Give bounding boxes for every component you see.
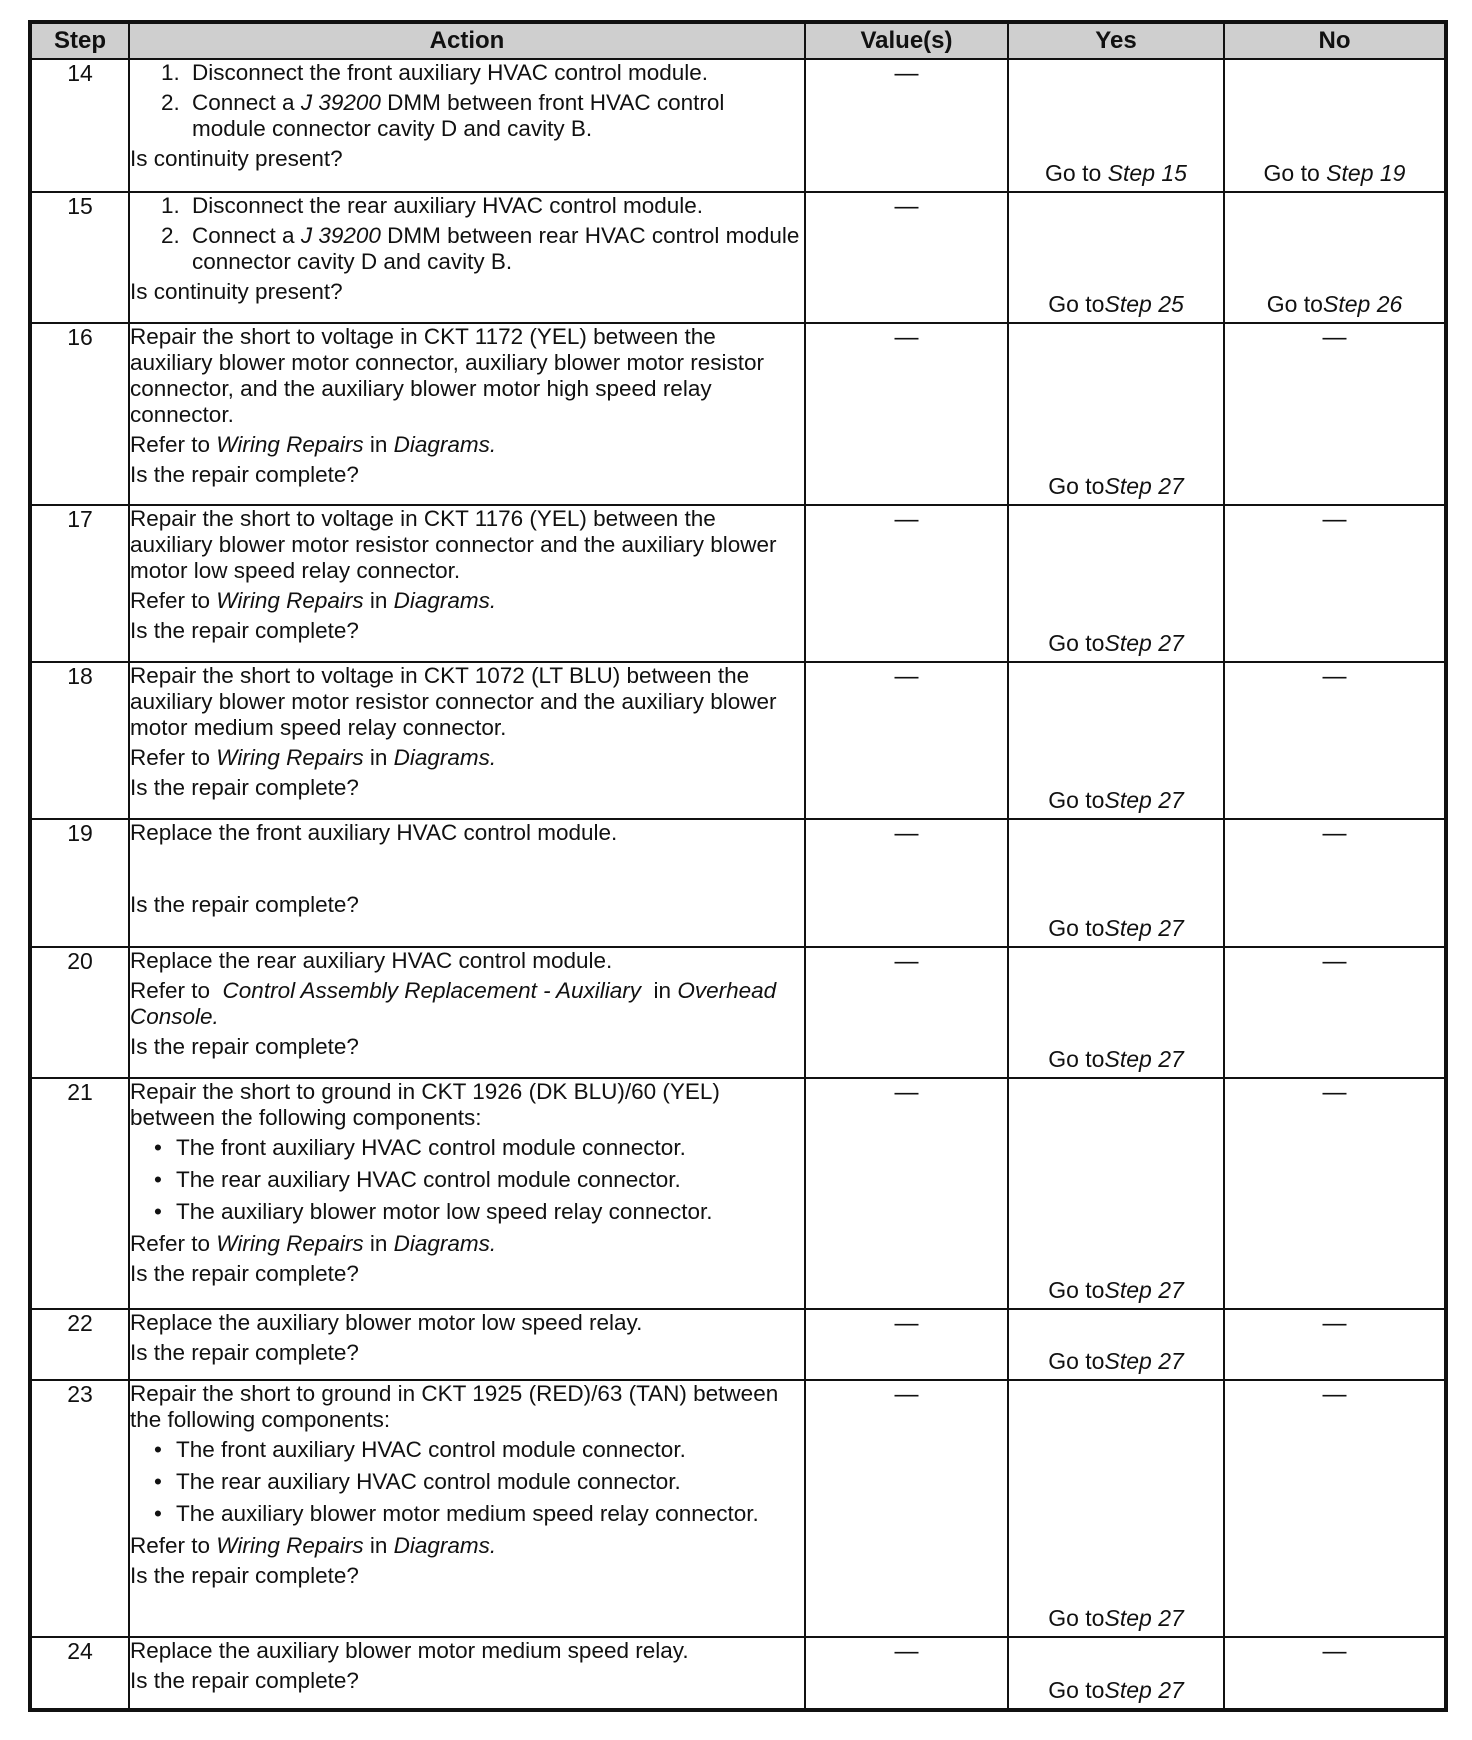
table-row [30, 662, 1446, 819]
step-number: 19 [30, 819, 129, 947]
yes-goto [1009, 1348, 1223, 1375]
action-cell [129, 662, 805, 819]
component-item: • The auxiliary blower motor medium speed relay connector. [174, 1501, 804, 1527]
question-text: Is the repair complete? [130, 1563, 359, 1588]
refer-prefix: Refer to [130, 978, 223, 1003]
yes-goto [1009, 1277, 1223, 1304]
action-cell [129, 505, 805, 662]
yes-goto [1009, 1605, 1223, 1632]
component-item: • The front auxiliary HVAC control module connector. [174, 1135, 804, 1161]
yes-goto [1009, 473, 1223, 500]
refer-prefix: Refer to [130, 588, 217, 613]
step-number: 14 [30, 59, 129, 192]
yes-cell [1008, 662, 1224, 819]
yes-goto [1009, 291, 1223, 318]
table-header-row [30, 22, 1446, 59]
goto-step: Step 15 [1107, 160, 1187, 186]
action-step-item [186, 223, 804, 275]
no-cell [1224, 192, 1446, 323]
value-dash: — [805, 819, 1008, 947]
goto-prefix: Go to [1048, 473, 1105, 499]
yes-goto [1009, 787, 1223, 814]
action-text: Repair the short to voltage in CKT 1172 (YEL) between the auxiliary blower motor connector, auxiliary blower motor resistor connector, and the auxiliary blower motor high speed relay connector. [130, 324, 764, 427]
step-number: 23 [30, 1380, 129, 1637]
yes-cell [1008, 1637, 1224, 1710]
goto-prefix: Go to [1048, 1046, 1105, 1072]
goto-prefix: Go to [1045, 160, 1108, 186]
action-step-item [186, 90, 804, 142]
value-dash: — [805, 1637, 1008, 1710]
action-cell [129, 1078, 805, 1309]
question-text: Is continuity present? [130, 279, 343, 304]
goto-step: Step 27 [1104, 1277, 1184, 1303]
goto-step: Step 27 [1104, 1605, 1184, 1631]
table-row [30, 323, 1446, 505]
component-item: • The front auxiliary HVAC control module connector. [174, 1437, 804, 1463]
step-number: 17 [30, 505, 129, 662]
action-text: Repair the short to voltage in CKT 1072 (LT BLU) between the auxiliary blower motor resistor connector and the auxiliary blower motor medium speed relay connector. [130, 663, 777, 740]
tool-reference: J 39200 [300, 90, 381, 115]
value-dash: — [805, 947, 1008, 1078]
no-dash: — [1224, 1078, 1446, 1309]
goto-prefix: Go to [1048, 1677, 1105, 1703]
no-dash: — [1224, 1637, 1446, 1710]
action-step-item [186, 193, 804, 219]
goto-prefix: Go to [1048, 915, 1105, 941]
question-text: Is continuity present? [130, 146, 343, 171]
refer-document: Diagrams. [393, 745, 497, 770]
goto-step: Step 26 [1322, 291, 1403, 317]
goto-prefix: Go to [1048, 1348, 1105, 1374]
action-text: Replace the auxiliary blower motor medium speed relay. [130, 1638, 689, 1663]
action-step-text: Disconnect the front auxiliary HVAC control module. [192, 60, 709, 85]
header-step: Step [30, 22, 129, 59]
refer-document: Diagrams. [393, 1533, 497, 1558]
value-dash: — [805, 59, 1008, 192]
question-text: Is the repair complete? [130, 775, 359, 800]
table-row [30, 1078, 1446, 1309]
goto-step: Step 27 [1104, 787, 1184, 813]
component-list [130, 1135, 804, 1225]
goto-prefix: Go to [1048, 787, 1105, 813]
question-text: Is the repair complete? [130, 618, 359, 643]
goto-step: Step 27 [1104, 1348, 1184, 1374]
question-text: Is the repair complete? [130, 462, 359, 487]
yes-cell [1008, 947, 1224, 1078]
action-cell [129, 192, 805, 323]
header-values: Value(s) [805, 22, 1008, 59]
refer-in: in [363, 745, 394, 770]
action-text: Replace the auxiliary blower motor low speed relay. [130, 1310, 643, 1335]
refer-text [130, 745, 804, 771]
tool-reference: J 39200 [300, 223, 381, 248]
no-dash: — [1224, 947, 1446, 1078]
value-dash: — [805, 323, 1008, 505]
step-number: 24 [30, 1637, 129, 1710]
yes-goto [1009, 1677, 1223, 1704]
no-cell [1224, 59, 1446, 192]
question-text: Is the repair complete? [130, 1340, 359, 1365]
action-steps-list [130, 193, 804, 275]
step-number: 21 [30, 1078, 129, 1309]
table-row [30, 1380, 1446, 1637]
refer-text [130, 978, 804, 1030]
refer-procedure: Control Assembly Replacement - Auxiliary [222, 978, 642, 1003]
table-row [30, 1637, 1446, 1710]
no-dash: — [1224, 819, 1446, 947]
table-row [30, 947, 1446, 1078]
refer-in: in [363, 432, 394, 457]
goto-prefix: Go to [1048, 1277, 1105, 1303]
refer-text [130, 432, 804, 458]
no-dash: — [1224, 1380, 1446, 1637]
no-dash: — [1224, 505, 1446, 662]
action-step-text: Disconnect the rear auxiliary HVAC control module. [192, 193, 704, 218]
table-row [30, 192, 1446, 323]
refer-in: in [363, 1533, 394, 1558]
step-number: 20 [30, 947, 129, 1078]
yes-cell [1008, 1380, 1224, 1637]
no-dash: — [1224, 323, 1446, 505]
goto-step: Step 27 [1104, 630, 1184, 656]
yes-cell [1008, 323, 1224, 505]
refer-procedure: Wiring Repairs [216, 745, 364, 770]
header-yes: Yes [1008, 22, 1224, 59]
value-dash: — [805, 1309, 1008, 1380]
refer-document: Diagrams. [393, 1231, 497, 1256]
refer-prefix: Refer to [130, 1533, 217, 1558]
action-cell [129, 323, 805, 505]
table-row [30, 1309, 1446, 1380]
value-dash: — [805, 505, 1008, 662]
goto-prefix: Go to [1048, 1605, 1105, 1631]
action-step-item [186, 60, 804, 86]
action-text: Replace the rear auxiliary HVAC control module. [130, 948, 613, 973]
goto-step: Step 27 [1104, 1046, 1184, 1072]
no-goto [1225, 291, 1444, 318]
table-row [30, 59, 1446, 192]
refer-prefix: Refer to [130, 745, 217, 770]
goto-prefix: Go to [1263, 160, 1327, 186]
component-list [130, 1437, 804, 1527]
refer-text [130, 1231, 804, 1257]
component-item: • The rear auxiliary HVAC control module connector. [174, 1469, 804, 1495]
yes-cell [1008, 1078, 1224, 1309]
yes-cell [1008, 819, 1224, 947]
refer-procedure: Wiring Repairs [216, 588, 364, 613]
value-dash: — [805, 1078, 1008, 1309]
yes-cell [1008, 505, 1224, 662]
table-row [30, 505, 1446, 662]
refer-in: in [363, 1231, 394, 1256]
step-number: 22 [30, 1309, 129, 1380]
goto-prefix: Go to [1048, 291, 1105, 317]
action-cell [129, 819, 805, 947]
goto-prefix: Go to [1266, 291, 1323, 317]
action-cell [129, 1309, 805, 1380]
header-no: No [1224, 22, 1446, 59]
refer-prefix: Refer to [130, 432, 217, 457]
value-dash: — [805, 192, 1008, 323]
yes-goto [1009, 1046, 1223, 1073]
action-cell [129, 1637, 805, 1710]
refer-procedure: Wiring Repairs [216, 432, 364, 457]
yes-goto [1009, 160, 1223, 187]
value-dash: — [805, 662, 1008, 819]
refer-text [130, 1533, 804, 1559]
yes-goto [1009, 630, 1223, 657]
action-step-text: Connect a J 39200 DMM between front HVAC control module connector cavity D and cavity B. [192, 90, 725, 141]
component-item: • The auxiliary blower motor low speed relay connector. [174, 1199, 804, 1225]
refer-procedure: Wiring Repairs [216, 1533, 364, 1558]
header-action: Action [129, 22, 805, 59]
action-text: Replace the front auxiliary HVAC control module. [130, 820, 618, 845]
yes-cell [1008, 192, 1224, 323]
goto-step: Step 25 [1104, 291, 1184, 317]
goto-step: Step 27 [1104, 1677, 1184, 1703]
value-dash: — [805, 1380, 1008, 1637]
table-row [30, 819, 1446, 947]
refer-document: Overhead Console. [130, 978, 777, 1029]
action-text: Repair the short to ground in CKT 1926 (DK BLU)/60 (YEL) between the following components: [130, 1079, 720, 1130]
action-step-text: Connect a J 39200 DMM between rear HVAC control module connector cavity D and cavity B. [192, 223, 800, 274]
step-number: 15 [30, 192, 129, 323]
question-text: Is the repair complete? [130, 1668, 359, 1693]
action-steps-list [130, 60, 804, 142]
question-text: Is the repair complete? [130, 1034, 359, 1059]
refer-procedure: Wiring Repairs [216, 1231, 364, 1256]
question-text: Is the repair complete? [130, 892, 359, 917]
refer-document: Diagrams. [393, 588, 497, 613]
yes-cell [1008, 1309, 1224, 1380]
step-number: 18 [30, 662, 129, 819]
step-number: 16 [30, 323, 129, 505]
refer-document: Diagrams. [393, 432, 497, 457]
goto-step: Step 19 [1326, 160, 1406, 186]
refer-in: in [641, 978, 678, 1003]
goto-step: Step 27 [1104, 915, 1184, 941]
goto-step: Step 27 [1104, 473, 1184, 499]
action-text: Repair the short to voltage in CKT 1176 (YEL) between the auxiliary blower motor resistor connector and the auxiliary blower motor low speed relay connector. [130, 506, 777, 583]
yes-goto [1009, 915, 1223, 942]
action-text: Repair the short to ground in CKT 1925 (RED)/63 (TAN) between the following components: [130, 1381, 779, 1432]
goto-prefix: Go to [1048, 630, 1105, 656]
refer-text [130, 588, 804, 614]
yes-cell [1008, 59, 1224, 192]
diagnostic-table [28, 20, 1448, 1712]
refer-prefix: Refer to [130, 1231, 217, 1256]
action-cell [129, 1380, 805, 1637]
refer-in: in [363, 588, 394, 613]
no-dash: — [1224, 1309, 1446, 1380]
component-item: • The rear auxiliary HVAC control module connector. [174, 1167, 804, 1193]
question-text: Is the repair complete? [130, 1261, 359, 1286]
no-goto [1225, 160, 1444, 187]
action-cell [129, 947, 805, 1078]
no-dash: — [1224, 662, 1446, 819]
action-cell [129, 59, 805, 192]
